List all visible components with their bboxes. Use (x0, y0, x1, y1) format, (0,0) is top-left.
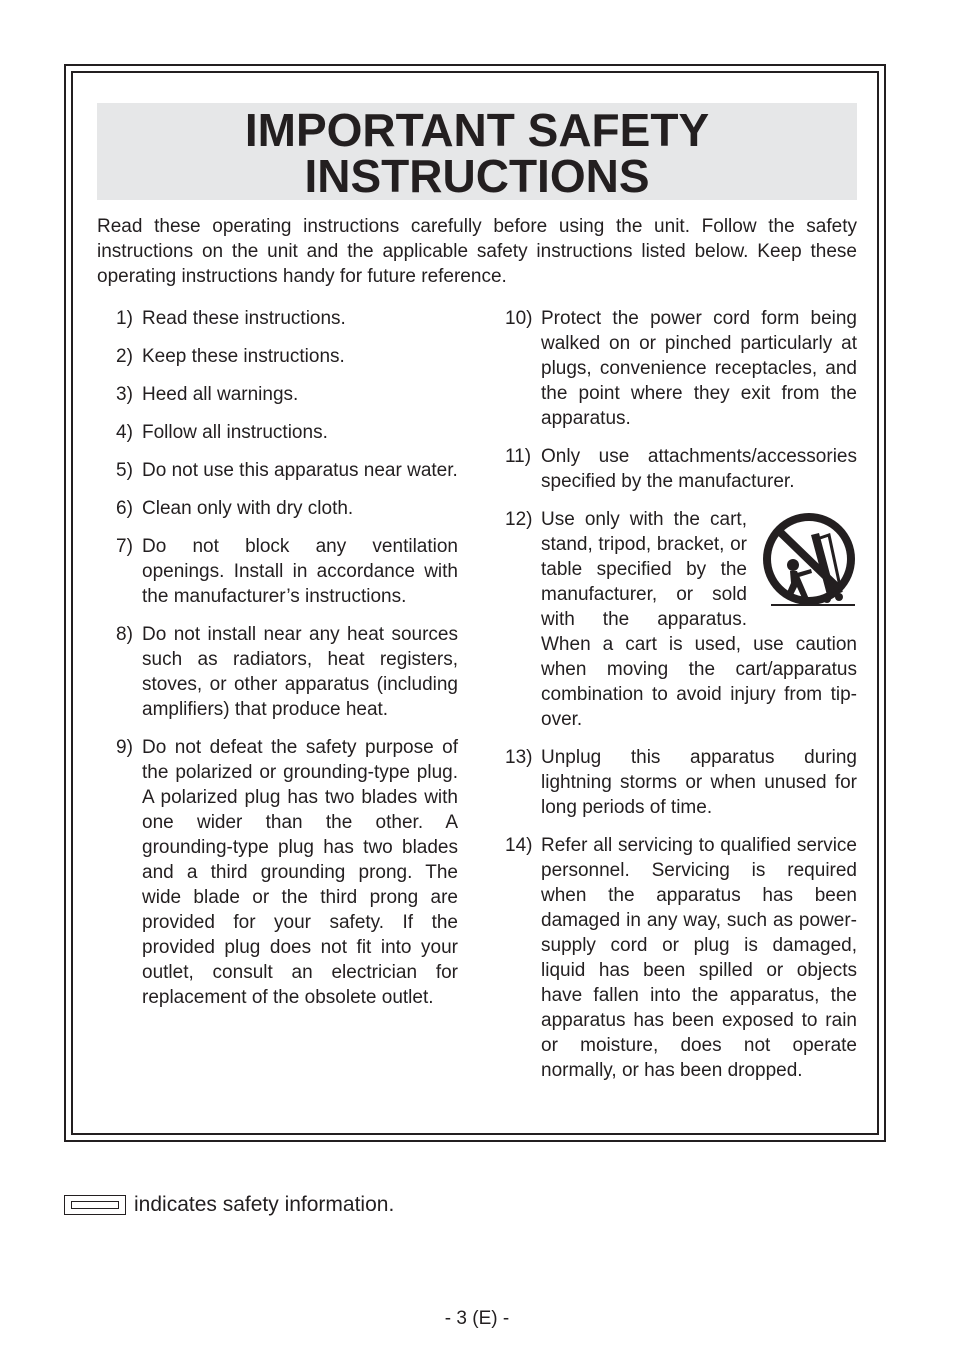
item-number: 9) (116, 737, 133, 758)
item-number: 6) (116, 498, 133, 519)
item-number: 4) (116, 422, 133, 443)
item-number: 2) (116, 346, 133, 367)
item-text: Keep these instructions. (142, 346, 345, 367)
instruction-item (116, 735, 458, 1010)
instruction-item (116, 534, 458, 609)
intro-paragraph: Read these operating instructions carefully before using the unit. Follow the safety instructions on the unit and the applicable safety instructions listed below. Keep these operating instructions handy for future reference. (97, 216, 857, 287)
legend-text: indicates safety information. (134, 1193, 395, 1216)
instruction-item (116, 622, 458, 722)
item-text: Use only with the cart, stand, tripod, bracket, or table specified by the manufacturer, or sold with the apparatus. When a cart is used, use caution when moving the cart/apparatus combination to avoid injury from tip-over. (541, 509, 857, 730)
item-number: 13) (505, 747, 533, 768)
title-line-1: IMPORTANT SAFETY (244, 104, 710, 156)
item-number: 14) (505, 835, 533, 856)
item-text: Read these instructions. (142, 308, 346, 329)
instructions-left-column (116, 306, 458, 1023)
safety-box-icon (64, 1195, 126, 1215)
instruction-item (116, 420, 458, 445)
instruction-item (116, 306, 458, 331)
safety-legend (64, 1193, 394, 1217)
instructions-right-column (505, 306, 857, 1096)
item-text: Only use attachments/accessories specified by the manufacturer. (541, 446, 857, 492)
item-text: Protect the power cord form being walked on or pinched particularly at plugs, convenience receptacles, and the point where they exit from the apparatus. (541, 308, 857, 429)
instruction-item (116, 458, 458, 483)
item-text: Do not use this apparatus near water. (142, 460, 458, 481)
page-title (97, 103, 857, 200)
instruction-item (116, 382, 458, 407)
instruction-item (116, 496, 458, 521)
item-text: Clean only with dry cloth. (142, 498, 354, 519)
item-text: Do not block any ventilation openings. Install in accordance with the manufacturer’s instructions. (142, 536, 458, 607)
item-number: 7) (116, 536, 133, 557)
item-text: Do not install near any heat sources such as radiators, heat registers, stoves, or other apparatus (including amplifiers) that produce heat. (142, 624, 458, 720)
item-text: Refer all servicing to qualified service personnel. Servicing is required when the apparatus has been damaged in any way, such as power-supply cord or plug is damaged, liquid has been spilled or objects have fallen into the apparatus, the apparatus has been exposed to rain or moisture, does not operate normally, or has been dropped. (541, 835, 857, 1081)
item-text: Do not defeat the safety purpose of the polarized or grounding-type plug. A polarized plug has two blades with one wider than the other. A grounding-type plug has two blades and a third grounding prong. The wide blade or the third prong are provided for your safety. If the provided plug does not fit into your outlet, consult an electrician for replacement of the obsolete outlet. (142, 737, 458, 1008)
item-text: Follow all instructions. (142, 422, 328, 443)
instruction-item (505, 306, 857, 431)
instruction-item (505, 833, 857, 1083)
item-number: 10) (505, 308, 533, 329)
page-number: - 3 (E) - (444, 1308, 510, 1329)
instruction-item (505, 444, 857, 494)
item-number: 12) (505, 509, 533, 530)
instruction-item (116, 344, 458, 369)
instruction-item-cart (505, 507, 857, 732)
item-number: 5) (116, 460, 133, 481)
item-number: 3) (116, 384, 133, 405)
item-number: 1) (116, 308, 133, 329)
item-number: 11) (505, 446, 532, 467)
item-text: Unplug this apparatus during lightning storms or when unused for long periods of time. (541, 747, 857, 818)
title-line-2: INSTRUCTIONS (304, 150, 650, 202)
cart-tip-over-warning-icon (757, 509, 857, 613)
item-number: 8) (116, 624, 133, 645)
item-text: Heed all warnings. (142, 384, 299, 405)
instruction-item (505, 745, 857, 820)
